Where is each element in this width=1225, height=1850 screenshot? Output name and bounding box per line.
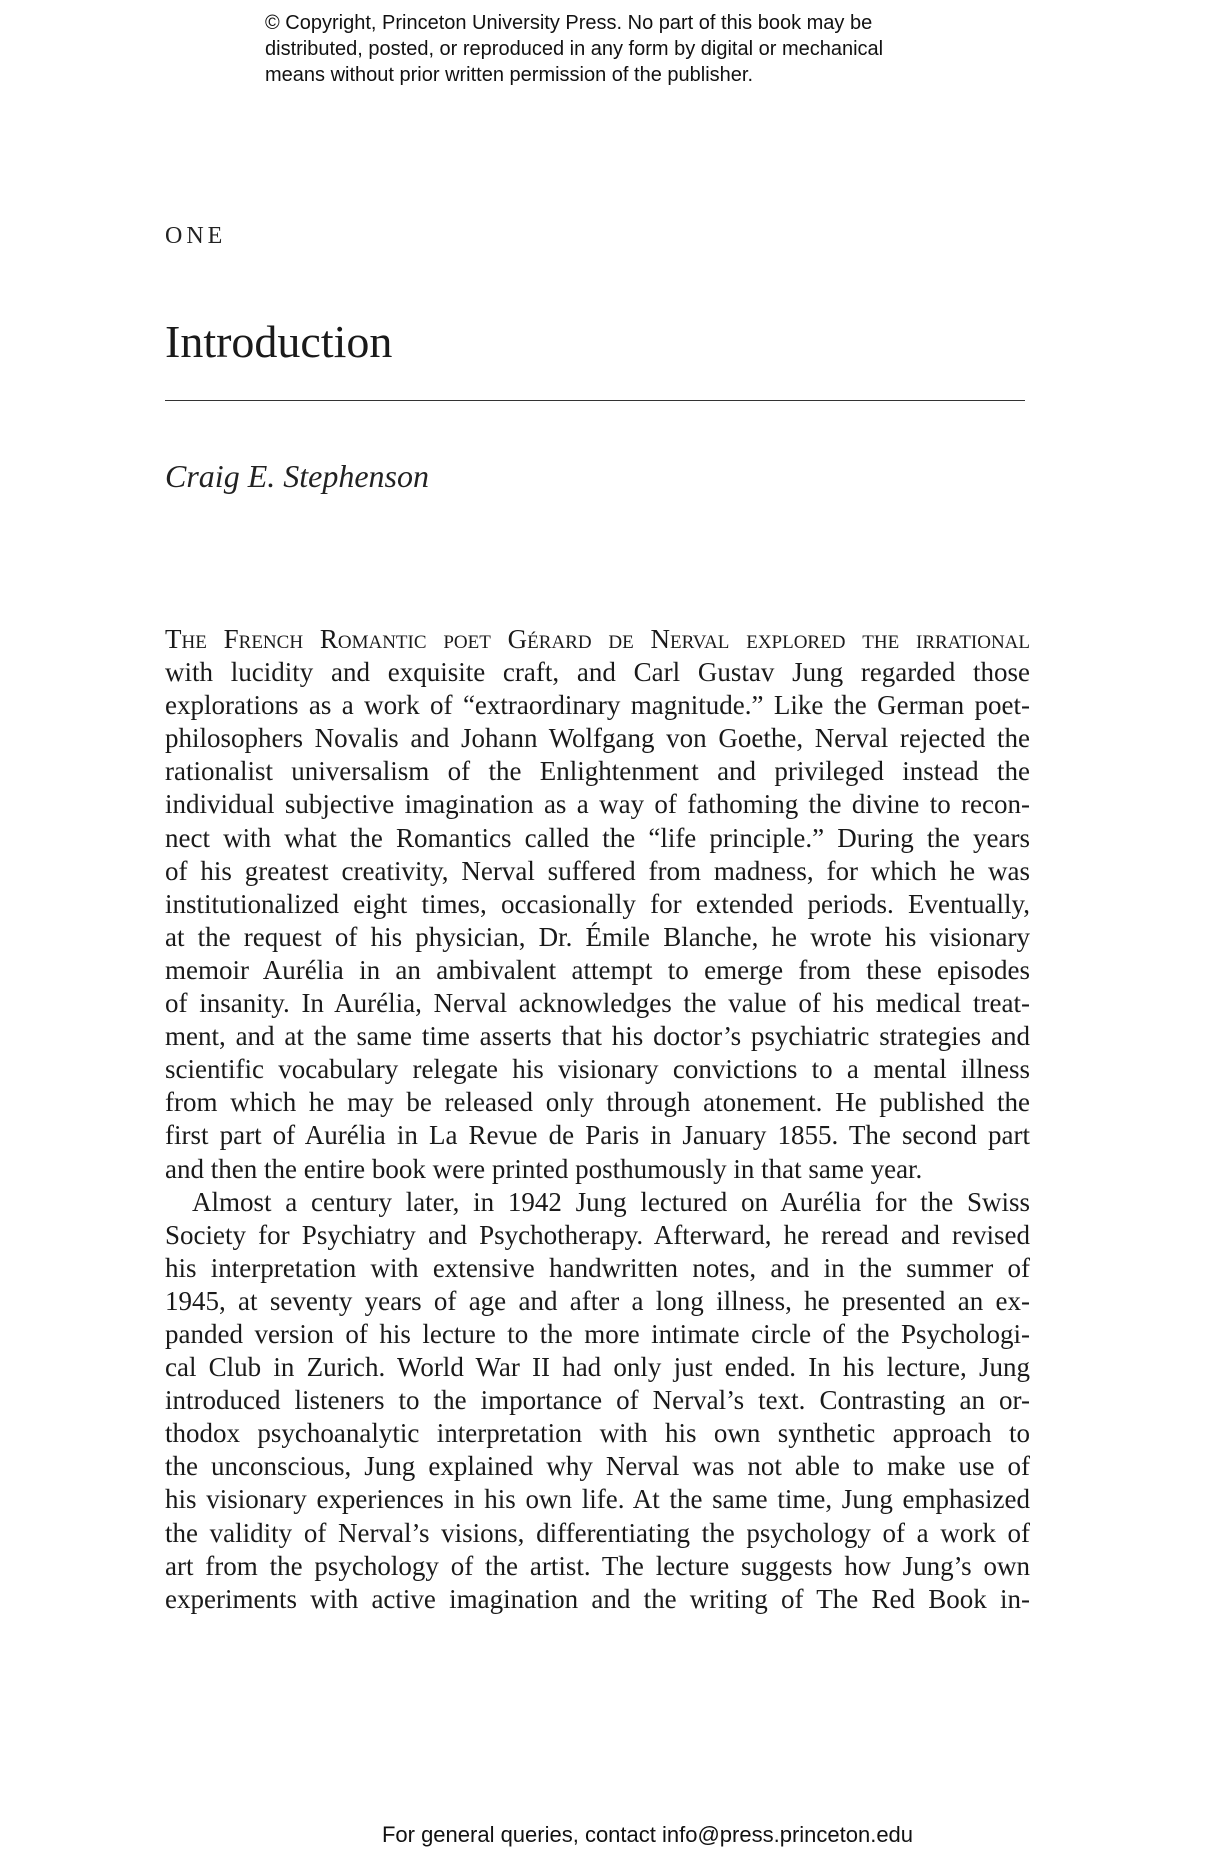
chapter-title: Introduction (165, 316, 393, 367)
author-name: Craig E. Stephenson (165, 458, 429, 494)
text-line: scientific vocabulary relegate his visionary convictions to a mental illness (165, 1054, 1030, 1085)
text-line: individual subjective imagination as a way of fathoming the divine to recon- (165, 789, 1030, 820)
text-line: rationalist universalism of the Enlightenment and privileged instead the (165, 756, 1030, 787)
text-line: cal Club in Zurich. World War II had only just ended. In his lecture, Jung (165, 1352, 1030, 1383)
text-line: art from the psychology of the artist. The lecture suggests how Jung’s own (165, 1550, 1030, 1581)
text-line: the validity of Nerval’s visions, differentiating the psychology of a work of (165, 1517, 1030, 1548)
text-line: Society for Psychiatry and Psychotherapy. Afterward, he reread and revised (165, 1219, 1030, 1250)
text-line: The French Romantic poet Gérard de Nerval explored the irrational (165, 624, 1030, 654)
text-line: from which he may be released only through atonement. He published the (165, 1087, 1030, 1118)
text-line: thodox psychoanalytic interpretation with his own synthetic approach to (165, 1418, 1030, 1449)
text-line: 1945, at seventy years of age and after a long illness, he presented an ex- (165, 1285, 1030, 1316)
text-line: explorations as a work of “extraordinary magnitude.” Like the German poet- (165, 690, 1030, 721)
text-line: of insanity. In Aurélia, Nerval acknowledges the value of his medical treat- (165, 988, 1030, 1019)
text-line: memoir Aurélia in an ambivalent attempt to emerge from these episodes (165, 954, 1030, 985)
copyright-line: © Copyright, Princeton University Press. No part of this book may be (265, 12, 873, 34)
copyright-notice (265, 10, 985, 88)
text-line: at the request of his physician, Dr. Émile Blanche, he wrote his visionary (165, 921, 1030, 952)
text-line: Almost a century later, in 1942 Jung lectured on Aurélia for the Swiss (192, 1186, 1030, 1217)
text-line: and then the entire book were printed posthumously in that same year. (165, 1153, 923, 1184)
body-text (165, 623, 1030, 1616)
text-line: first part of Aurélia in La Revue de Paris in January 1855. The second part (165, 1120, 1030, 1151)
text-line: institutionalized eight times, occasionally for extended periods. Eventually, (165, 888, 1030, 919)
copyright-line: means without prior written permission of the publisher. (265, 64, 754, 86)
text-line: philosophers Novalis and Johann Wolfgang von Goethe, Nerval rejected the (165, 723, 1030, 754)
text-line: the unconscious, Jung explained why Nerval was not able to make use of (165, 1451, 1030, 1482)
copyright-line: distributed, posted, or reproduced in any form by digital or mechanical (265, 38, 884, 60)
text-line: nect with what the Romantics called the “life principle.” During the years (165, 822, 1030, 853)
title-divider (165, 400, 1025, 401)
footer-text: For general queries, contact info@press.princeton.edu (381, 1822, 914, 1847)
chapter-number: ONE (165, 223, 227, 249)
text-line: experiments with active imagination and the writing of The Red Book in- (165, 1583, 1030, 1614)
text-line: his visionary experiences in his own life. At the same time, Jung emphasized (165, 1484, 1030, 1515)
text-line: of his greatest creativity, Nerval suffered from madness, for which he was (165, 855, 1030, 886)
text-line: introduced listeners to the importance of Nerval’s text. Contrasting an or- (165, 1385, 1030, 1416)
text-line: with lucidity and exquisite craft, and Carl Gustav Jung regarded those (165, 657, 1030, 688)
footer-contact (0, 1822, 1225, 1848)
text-line: panded version of his lecture to the more intimate circle of the Psychologi- (165, 1318, 1030, 1349)
text-line: ment, and at the same time asserts that his doctor’s psychiatric strategies and (165, 1021, 1030, 1052)
text-line: his interpretation with extensive handwritten notes, and in the summer of (165, 1252, 1030, 1283)
